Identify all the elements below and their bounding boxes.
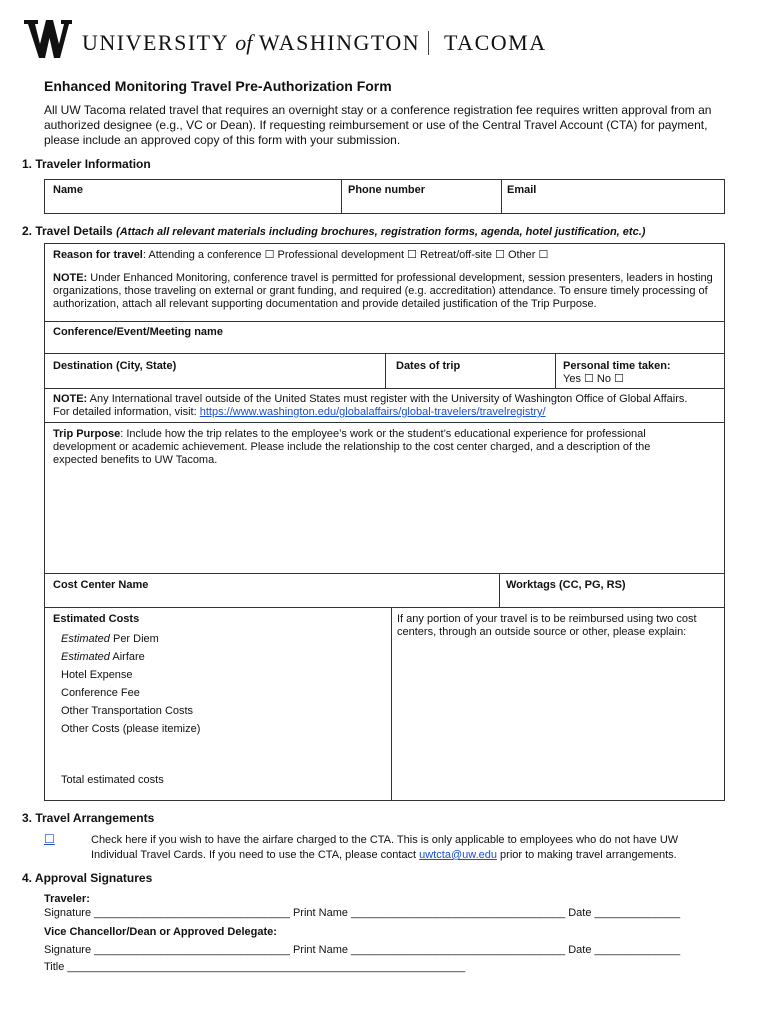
name-field[interactable]: Name [53, 184, 83, 196]
traveler-signature-line[interactable]: Signature ________________________________ Print Name ___________________________________ Date ______________ [44, 907, 681, 919]
destination-field[interactable]: Destination (City, State) [53, 360, 177, 372]
phone-field[interactable]: Phone number [348, 184, 426, 196]
two-cost-centers-field[interactable]: If any portion of your travel is to be reimbursed using two cost centers, through an outside source or other, please explain: [397, 613, 697, 638]
international-note: NOTE: Any International travel outside of the United States must register with the University of Washington Office of Global Affairs. For detailed information, visit: https://www.washington.edu/globalaffairs/global-travelers/travelregistry/ [53, 393, 688, 418]
vc-signature-line[interactable]: Signature ________________________________ Print Name ___________________________________ Date ______________ [44, 944, 681, 956]
reason-for-travel[interactable]: Reason for travel: Attending a conference ☐ Professional development ☐ Retreat/off-site ☐ Other ☐ [53, 249, 549, 261]
other-transport-row[interactable]: Other Transportation Costs [61, 705, 194, 717]
university-name: UNIVERSITY of WASHINGTON [82, 30, 421, 55]
section-2-heading: 2. Travel Details (Attach all relevant materials including brochures, registration forms, agenda, hotel justification, etc.) [22, 224, 646, 238]
airfare-row[interactable]: Estimated Airfare [61, 651, 145, 663]
cta-instructions: Check here if you wish to have the airfare charged to the CTA. This is only applicable to employees who do not have UW Individual Travel Cards. If you need to use the CTA, please contact uwtcta@uw.edu prior to making travel arrangements. [91, 834, 679, 861]
estimated-costs-list [61, 630, 381, 738]
travel-details-table [44, 243, 725, 801]
estimated-costs-heading: Estimated Costs [53, 613, 140, 625]
traveler-label: Traveler: [44, 893, 90, 905]
cost-center-field[interactable]: Cost Center Name [53, 579, 149, 591]
section-3-heading: 3. Travel Arrangements [22, 811, 155, 825]
hotel-row[interactable]: Hotel Expense [61, 669, 133, 681]
conference-fee-row[interactable]: Conference Fee [61, 687, 140, 699]
section-4-heading: 4. Approval Signatures [22, 871, 153, 885]
conference-name-field[interactable]: Conference/Event/Meeting name [53, 326, 223, 338]
enhanced-monitoring-note: NOTE: Under Enhanced Monitoring, conference travel is permitted for professional development, session presenters, leaders in hosting organizations, those traveling on external or grant funding, and required (e.g. accreditation) attendance. To ensure timely processing of authorization, attach all relevant supporting documentation and provide detailed justification of the Trip Purpose. [53, 272, 713, 310]
uwtcta-email-link[interactable]: uwtcta@uw.edu [419, 849, 497, 861]
personal-time-label: Personal time taken: [563, 360, 671, 372]
form-intro: All UW Tacoma related travel that requires an overnight stay or a conference registration fee requires written approval from an authorized designee (e.g., VC or Dean). If requesting reimbursement or use of the Central Travel Account (CTA) for payment, please include an approved copy of this form with your submission. [44, 103, 712, 147]
uw-logo-icon [24, 20, 72, 58]
worktags-field[interactable]: Worktags (CC, PG, RS) [506, 579, 626, 591]
personal-time-options[interactable]: Yes ☐ No ☐ [563, 373, 624, 385]
other-costs-row[interactable]: Other Costs (please itemize) [61, 723, 201, 735]
section-1-heading: 1. Traveler Information [22, 157, 151, 171]
vc-label: Vice Chancellor/Dean or Approved Delegate: [44, 926, 277, 938]
traveler-info-table [44, 179, 725, 214]
campus-name: TACOMA [444, 30, 547, 55]
header-divider [428, 31, 429, 55]
cta-checkbox[interactable]: ☐ [44, 832, 55, 846]
per-diem-row[interactable]: Estimated Per Diem [61, 633, 159, 645]
vc-title-line[interactable]: Title _________________________________________________________________ [44, 961, 466, 973]
dates-field[interactable]: Dates of trip [396, 360, 461, 372]
trip-purpose-field[interactable]: Trip Purpose: Include how the trip relates to the employee’s work or the student’s educational experience for professional development or academic achievement. Please include the relationship to the cost center charged, and a description of the expected benefits to UW Tacoma. [53, 428, 651, 466]
travel-registry-link[interactable]: https://www.washington.edu/globalaffairs/global-travelers/travelregistry/ [199, 406, 546, 418]
form-title: Enhanced Monitoring Travel Pre-Authorization Form [44, 78, 392, 94]
total-costs-row[interactable]: Total estimated costs [61, 774, 164, 786]
email-field[interactable]: Email [507, 184, 537, 196]
